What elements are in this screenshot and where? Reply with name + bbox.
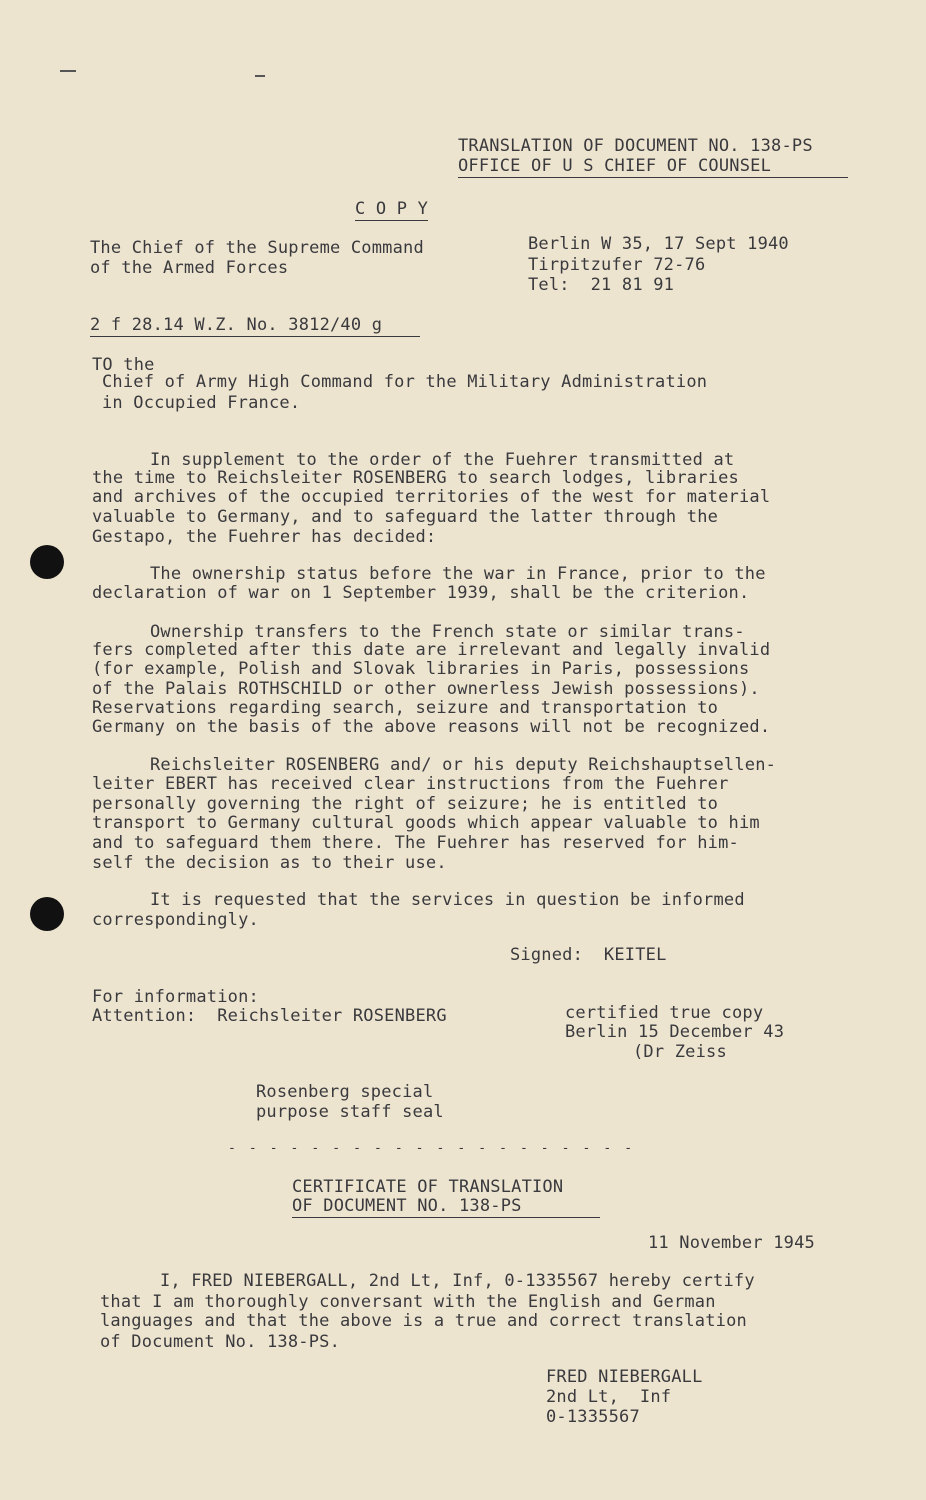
- margin-mark: [255, 75, 265, 77]
- translation-title: TRANSLATION OF DOCUMENT NO. 138-PS: [458, 136, 813, 156]
- info-line-1: For information:: [92, 987, 259, 1007]
- separator-line: - - - - - - - - - - - - - - - - - - - -: [228, 1141, 635, 1156]
- signature-keitel: Signed: KEITEL: [510, 945, 667, 965]
- address-line-2: Tirpitzufer 72-76: [528, 255, 706, 275]
- info-line-2: Attention: Reichsleiter ROSENBERG: [92, 1006, 447, 1026]
- certificate-title-1: CERTIFICATE OF TRANSLATION: [292, 1177, 564, 1197]
- recipient-line-3: in Occupied France.: [102, 393, 301, 413]
- certificate-text-line: languages and that the above is a true and correct translation: [100, 1311, 747, 1331]
- body-line: Gestapo, the Fuehrer has decided:: [92, 527, 437, 547]
- body-line: valuable to Germany, and to safeguard the latter through the: [92, 507, 719, 527]
- translator-serial: 0-1335567: [546, 1407, 640, 1427]
- seal-line-1: Rosenberg special: [256, 1082, 434, 1102]
- body-line: fers completed after this date are irrelevant and legally invalid: [92, 640, 771, 660]
- body-line: In supplement to the order of the Fuehrer transmitted at: [150, 450, 735, 470]
- body-line: Ownership transfers to the French state or similar trans-: [150, 622, 745, 642]
- sender-line-2: of the Armed Forces: [90, 258, 289, 278]
- certified-line-1: certified true copy: [565, 1003, 764, 1023]
- recipient-line-2: Chief of Army High Command for the Military Administration: [102, 372, 708, 392]
- translator-rank: 2nd Lt, Inf: [546, 1387, 672, 1407]
- certificate-text-line: I, FRED NIEBERGALL, 2nd Lt, Inf, 0-1335567 hereby certify: [160, 1271, 755, 1291]
- certificate-text-line: that I am thoroughly conversant with the English and German: [100, 1292, 716, 1312]
- body-line: Germany on the basis of the above reasons will not be recognized.: [92, 717, 771, 737]
- body-line: The ownership status before the war in France, prior to the: [150, 564, 766, 584]
- body-line: Reservations regarding search, seizure and transportation to: [92, 698, 719, 718]
- certified-line-3: (Dr Zeiss: [633, 1042, 727, 1062]
- certificate-text-line: of Document No. 138-PS.: [100, 1332, 341, 1352]
- punch-hole-top: [30, 545, 64, 579]
- body-line: Reichsleiter ROSENBERG and/ or his deputy Reichshauptsellen-: [150, 755, 777, 775]
- punch-hole-bottom: [30, 897, 64, 931]
- body-line: leiter EBERT has received clear instructions from the Fuehrer: [92, 774, 729, 794]
- margin-mark: [60, 70, 76, 72]
- body-line: declaration of war on 1 September 1939, shall be the criterion.: [92, 583, 750, 603]
- address-line-1: Berlin W 35, 17 Sept 1940: [528, 234, 789, 254]
- sender-line-1: The Chief of the Supreme Command: [90, 238, 424, 258]
- reference-number: 2 f 28.14 W.Z. No. 3812/40 g: [90, 316, 420, 337]
- certificate-title-2: OF DOCUMENT NO. 138-PS: [292, 1197, 600, 1218]
- body-line: and to safeguard them there. The Fuehrer has reserved for him-: [92, 833, 739, 853]
- body-line: (for example, Polish and Slovak libraries in Paris, possessions: [92, 659, 750, 679]
- office-title: OFFICE OF U S CHIEF OF COUNSEL: [458, 157, 848, 178]
- seal-line-2: purpose staff seal: [256, 1102, 444, 1122]
- address-line-3: Tel: 21 81 91: [528, 275, 675, 295]
- recipient-line-1: TO the: [92, 355, 155, 375]
- body-line: of the Palais ROTHSCHILD or other ownerless Jewish possessions).: [92, 679, 760, 699]
- body-line: the time to Reichsleiter ROSENBERG to search lodges, libraries: [92, 468, 739, 488]
- body-line: It is requested that the services in question be informed: [150, 890, 745, 910]
- certificate-date: 11 November 1945: [648, 1233, 815, 1253]
- body-line: personally governing the right of seizure; he is entitled to: [92, 794, 719, 814]
- translator-name: FRED NIEBERGALL: [546, 1367, 703, 1387]
- copy-label: C O P Y: [355, 199, 429, 219]
- body-line: transport to Germany cultural goods which appear valuable to him: [92, 813, 760, 833]
- body-line: self the decision as to their use.: [92, 853, 447, 873]
- certified-line-2: Berlin 15 December 43: [565, 1022, 785, 1042]
- body-line: correspondingly.: [92, 910, 259, 930]
- body-line: and archives of the occupied territories of the west for material: [92, 487, 771, 507]
